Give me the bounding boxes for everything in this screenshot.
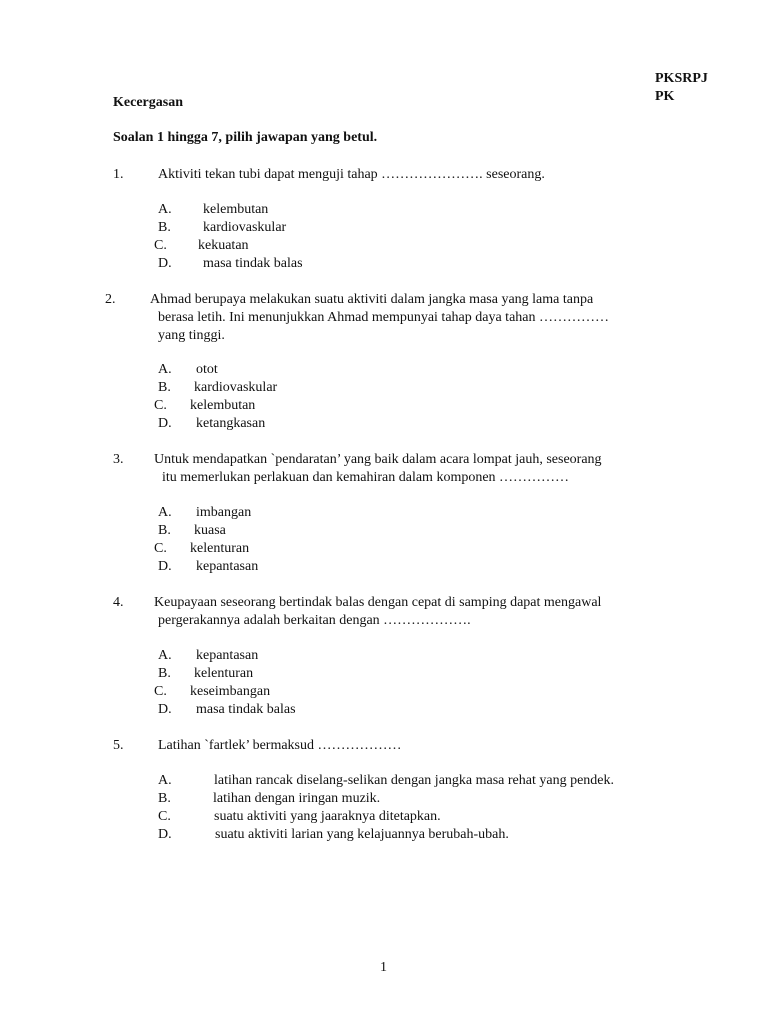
document-code: PKSRPJ [655,71,708,86]
option-text: keseimbangan [190,684,271,699]
question-text-line: berasa letih. Ini menunjukkan Ahmad mempunyai tahap daya tahan …………… [158,310,609,325]
subject-title: Kecergasan [113,95,183,110]
option-text: kepantasan [196,648,259,663]
question-text-line: Ahmad berupaya melakukan suatu aktiviti dalam jangka masa yang lama tanpa [150,292,594,307]
option-letter: D. [158,416,172,431]
option-letter: D. [158,256,172,271]
instruction-text: Soalan 1 hingga 7, pilih jawapan yang betul. [113,130,378,145]
option-letter: B. [158,380,171,395]
option-letter: A. [158,773,172,788]
question-text-line: Aktiviti tekan tubi dapat menguji tahap …………………. seseorang. [158,167,545,182]
option-text: kardiovaskular [194,380,278,395]
option-text: kelembutan [203,202,269,217]
page-number: 1 [380,960,387,975]
question-number: 1. [113,167,124,182]
option-text: masa tindak balas [203,256,303,271]
question-number: 5. [113,738,124,753]
question-text-line: pergerakannya adalah berkaitan dengan ………………. [158,613,471,628]
question-text-line: itu memerlukan perlakuan dan kemahiran dalam komponen …………… [162,470,570,485]
option-letter: D. [158,702,172,717]
question-text-line: Keupayaan seseorang bertindak balas dengan cepat di samping dapat mengawal [154,595,602,610]
option-text: otot [196,362,218,377]
option-letter: B. [158,523,171,538]
option-text: suatu aktiviti larian yang kelajuannya berubah-ubah. [215,827,509,842]
question-number: 2. [105,292,116,307]
option-letter: C. [158,809,171,824]
document-code-suffix: PK [655,89,675,104]
option-text: kelenturan [194,666,254,681]
option-letter: A. [158,202,172,217]
option-letter: D. [158,559,172,574]
option-text: latihan dengan iringan muzik. [213,791,381,806]
option-text: imbangan [196,505,252,520]
option-letter: C. [154,684,167,699]
question-number: 4. [113,595,124,610]
option-text: ketangkasan [196,416,266,431]
option-letter: B. [158,220,171,235]
option-letter: A. [158,505,172,520]
option-letter: C. [154,238,167,253]
option-text: kelenturan [190,541,250,556]
question-text-line: Latihan `fartlek’ bermaksud ……………… [158,738,402,753]
option-text: latihan rancak diselang-selikan dengan jangka masa rehat yang pendek. [214,773,615,788]
option-text: suatu aktiviti yang jaaraknya ditetapkan. [214,809,441,824]
option-letter: C. [154,541,167,556]
option-letter: D. [158,827,172,842]
question-text-line: yang tinggi. [158,328,225,343]
option-letter: B. [158,791,171,806]
option-letter: C. [154,398,167,413]
option-text: kepantasan [196,559,259,574]
question-text-line: Untuk mendapatkan `pendaratan’ yang baik dalam acara lompat jauh, seseorang [154,452,602,467]
question-number: 3. [113,452,124,467]
option-letter: B. [158,666,171,681]
option-text: kekuatan [198,238,249,253]
option-letter: A. [158,648,172,663]
option-text: kardiovaskular [203,220,287,235]
option-text: kelembutan [190,398,256,413]
option-letter: A. [158,362,172,377]
option-text: kuasa [194,523,226,538]
option-text: masa tindak balas [196,702,296,717]
